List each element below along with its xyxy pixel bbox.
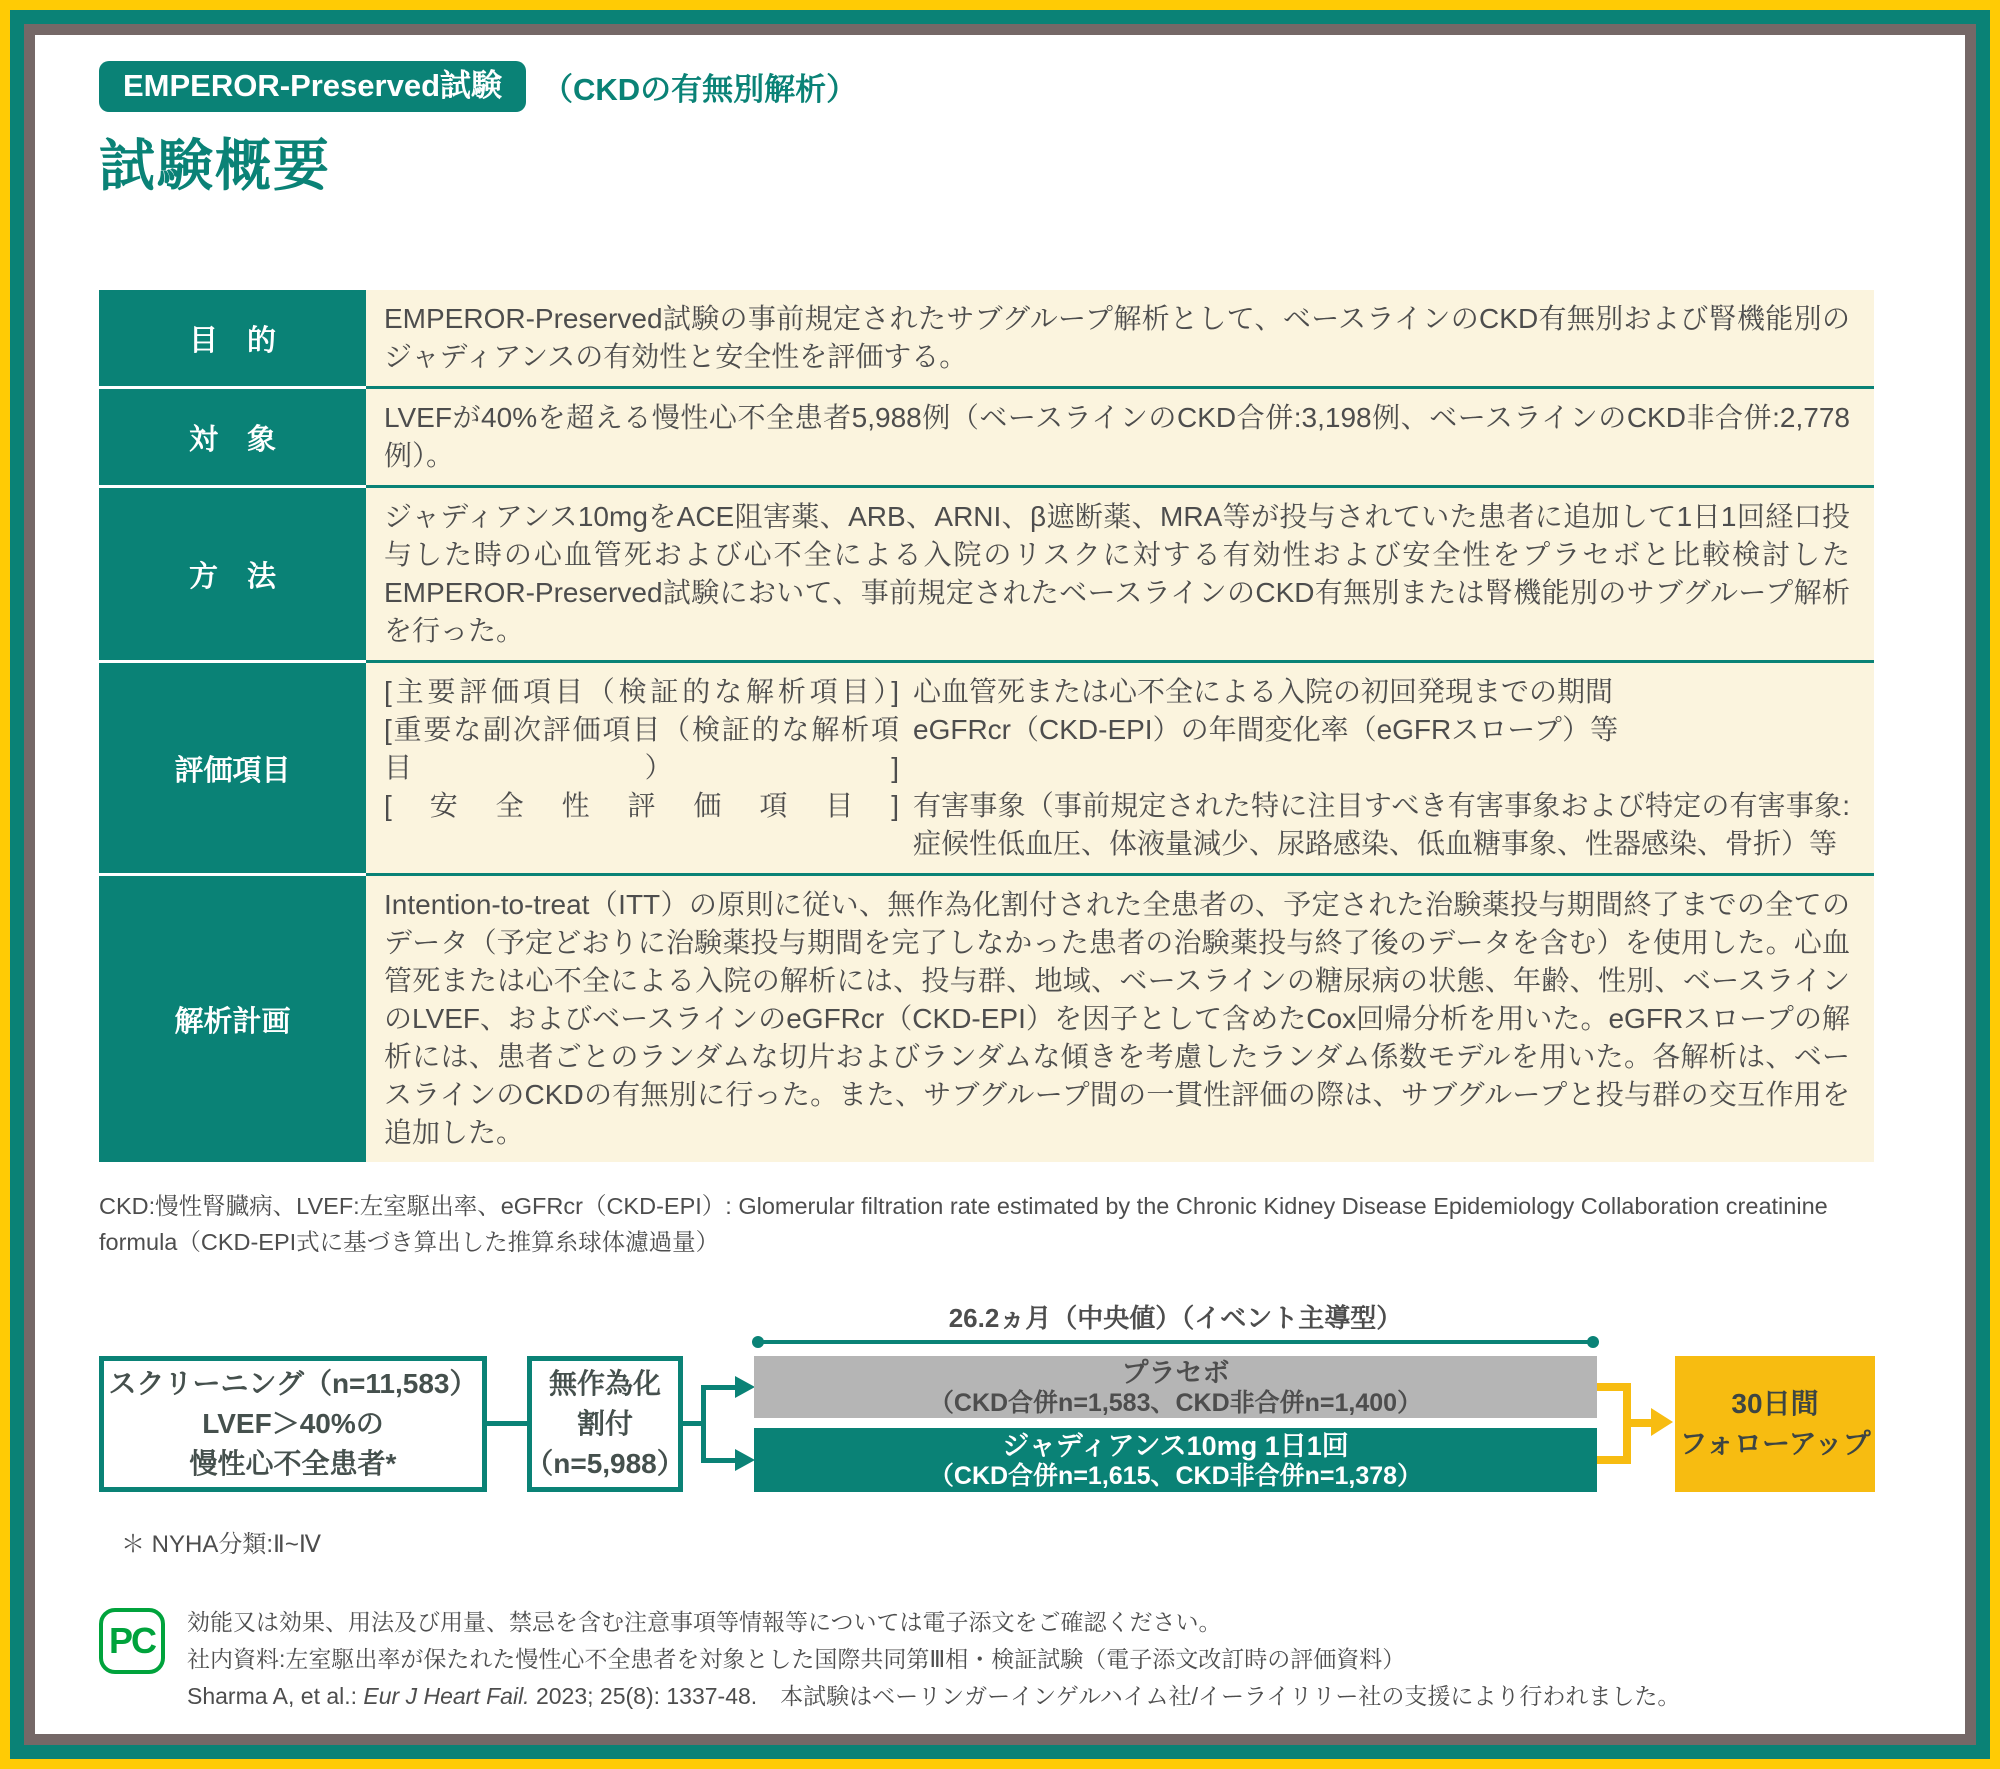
placebo-counts: （CKD合併n=1,583、CKD非合併n=1,400） bbox=[928, 1388, 1423, 1417]
screening-line1: スクリーニング（n=11,583） bbox=[108, 1368, 478, 1399]
row-content-purpose bbox=[366, 290, 1874, 386]
timeline-end-dot-icon bbox=[1587, 1336, 1599, 1348]
jardiance-label: ジャディアンス10mg 1日1回 bbox=[1002, 1430, 1349, 1461]
row-label-analysis-plan: 解析計画 bbox=[99, 873, 366, 1162]
followup-line2: フォローアップ bbox=[1679, 1428, 1871, 1459]
footer-lines bbox=[187, 1604, 1680, 1715]
table-row-analysis-plan bbox=[99, 873, 1874, 1162]
methods-text: ジャディアンス10mgをACE阻害薬、ARB、ARNI、β遮断薬、MRA等が投与されていた患者に追加して1日1回経口投与した時の心血管死および心不全による入院のリスクに対する有効性および安全性をプラセボと比較検討したEMPEROR-Preserved試験において、事前規定されたベースラインのCKD有無別または腎機能別のサブグループ解析を行った。 bbox=[384, 501, 1850, 646]
endpoint-value-safety: 有害事象（事前規定された特に注目すべき有害事象および特定の有害事象:症候性低血圧、体液量減少、尿路感染、低血糖事象、性器感染、骨折）等 bbox=[913, 790, 1850, 859]
table-row-endpoints bbox=[99, 660, 1874, 873]
randomization-line1: 無作為化 bbox=[548, 1368, 661, 1399]
jardiance-arm-bar bbox=[754, 1428, 1597, 1492]
randomization-line3: （n=5,988） bbox=[525, 1448, 685, 1479]
endpoint-key-safety: [安全性評価項目] bbox=[384, 790, 899, 821]
arrowhead-top-icon bbox=[735, 1376, 755, 1398]
subjects-text: LVEFが40%を超える慢性心不全患者5,988例（ベースラインのCKD合併:3,198例、ベースラインのCKD非合併:2,778例）。 bbox=[384, 402, 1850, 471]
randomization-box bbox=[527, 1356, 683, 1492]
pc-icon bbox=[99, 1608, 165, 1674]
branch-arrow-bottom bbox=[701, 1458, 737, 1463]
endpoint-value-primary: 心血管死または心不全による入院の初回発現までの期間 bbox=[913, 676, 1614, 707]
row-content-subjects bbox=[366, 386, 1874, 485]
page-title: 試験概要 bbox=[99, 134, 331, 197]
branch-arrow-top bbox=[701, 1385, 737, 1390]
endpoint-grid bbox=[384, 673, 1850, 863]
screening-box bbox=[99, 1356, 487, 1492]
branch-vertical bbox=[701, 1385, 706, 1463]
nyha-footnote: ＊ NYHA分類:Ⅱ~Ⅳ bbox=[121, 1531, 321, 1558]
row-content-methods bbox=[366, 485, 1874, 660]
arrowhead-bottom-icon bbox=[735, 1449, 755, 1471]
screening-line3: 慢性心不全患者* bbox=[189, 1448, 397, 1479]
pc-icon-label: PC bbox=[108, 1620, 155, 1661]
footer-line-caution: 効能又は効果、用法及び用量、禁忌を含む注意事項等情報等については電子添文をご確認ください。 bbox=[187, 1609, 1222, 1635]
footer-line-reference bbox=[187, 1678, 1680, 1715]
analysis-plan-text: Intention-to-treat（ITT）の原則に従い、無作為化割付された全患者の、予定された治験薬投与期間終了までの全てのデータ（予定どおりに治験薬投与期間を完了しなかった患者の治験薬投与終了後のデータを含む）を使用した。心血管死または心不全による入院の解析には、投与群、地域、ベースラインの糖尿病の状態、年齢、性別、ベースラインのLVEF、およびベースラインのeGFRcr（CKD-EPI）を因子として含めたCox回帰分析を用いた。eGFRスロープの解析には、患者ごとのランダムな切片およびランダムな傾きを考慮したランダム係数モデルを用いた。各解析は、ベースラインのCKDの有無別に行った。また、サブグループ間の一貫性評価の際は、サブグループと投与群の交互作用を追加した。 bbox=[384, 889, 1850, 1148]
table-row-methods bbox=[99, 485, 1874, 660]
followup-arrowhead-icon bbox=[1651, 1408, 1673, 1436]
row-content-analysis-plan bbox=[366, 873, 1874, 1162]
reference-journal: Eur J Heart Fail. bbox=[363, 1683, 530, 1709]
placebo-arm-bar bbox=[754, 1356, 1597, 1418]
randomization-line2: 割付 bbox=[576, 1408, 633, 1439]
reference-details: 2023; 25(8): 1337-48. 本試験はベーリンガーインゲルハイム社/イーライリリー社の支援により行われました。 bbox=[529, 1683, 1681, 1709]
study-badge-suffix: （CKDの有無別解析） bbox=[542, 72, 858, 107]
table-row-subjects bbox=[99, 386, 1874, 485]
header bbox=[99, 61, 1903, 112]
branch-stub bbox=[683, 1421, 701, 1426]
study-design-diagram bbox=[99, 1298, 1899, 1560]
row-label-purpose: 目 的 bbox=[99, 290, 366, 386]
study-summary-table bbox=[99, 290, 1874, 1162]
duration-label: 26.2ヵ月（中央値）（イベント主導型） bbox=[948, 1303, 1403, 1333]
footer-line-internal-data: 社内資料:左室駆出率が保たれた慢性心不全患者を対象とした国際共同第Ⅲ相・検証試験（電子添文改訂時の評価資料） bbox=[187, 1646, 1406, 1672]
abbreviation-footnote: CKD:慢性腎臓病、LVEF:左室駆出率、eGFRcr（CKD-EPI）: Glomerular filtration rate estimated by the Chronic Kidney Disease Epidemiology Collaboration creatinine formula（CKD-EPI式に基づき算出した推算糸球体濾過量） bbox=[99, 1193, 1828, 1255]
table-row-purpose bbox=[99, 290, 1874, 386]
frame-teal bbox=[10, 10, 1990, 1759]
row-label-subjects: 対 象 bbox=[99, 386, 366, 485]
footer bbox=[99, 1604, 1903, 1715]
study-badge: EMPEROR-Preserved試験 bbox=[99, 61, 526, 112]
screening-line2: LVEF＞40%の bbox=[202, 1408, 384, 1439]
frame-taupe bbox=[24, 24, 1976, 1745]
jardiance-counts: （CKD合併n=1,615、CKD非合併n=1,378） bbox=[928, 1461, 1423, 1490]
reference-authors: Sharma A, et al.: bbox=[187, 1683, 364, 1709]
placebo-label: プラセボ bbox=[1121, 1357, 1230, 1388]
purpose-text: EMPEROR-Preserved試験の事前規定されたサブグループ解析として、ベースラインのCKD有無別および腎機能別のジャディアンスの有効性と安全性を評価する。 bbox=[384, 303, 1850, 372]
endpoint-key-primary: [主要評価項目（検証的な解析項目）] bbox=[384, 676, 899, 707]
followup-box bbox=[1675, 1356, 1875, 1492]
timeline-line bbox=[754, 1340, 1597, 1344]
followup-line1: 30日間 bbox=[1731, 1388, 1819, 1419]
row-label-endpoints: 評価項目 bbox=[99, 660, 366, 873]
connector-screening-to-randomization bbox=[487, 1421, 527, 1426]
endpoint-value-secondary: eGFRcr（CKD-EPI）の年間変化率（eGFRスロープ）等 bbox=[913, 714, 1619, 745]
page bbox=[35, 35, 1965, 1734]
endpoint-key-secondary: [重要な副次評価項目（検証的な解析項目）] bbox=[384, 714, 899, 783]
row-content-endpoints bbox=[366, 660, 1874, 873]
timeline-start-dot-icon bbox=[752, 1336, 764, 1348]
row-label-methods: 方 法 bbox=[99, 485, 366, 660]
